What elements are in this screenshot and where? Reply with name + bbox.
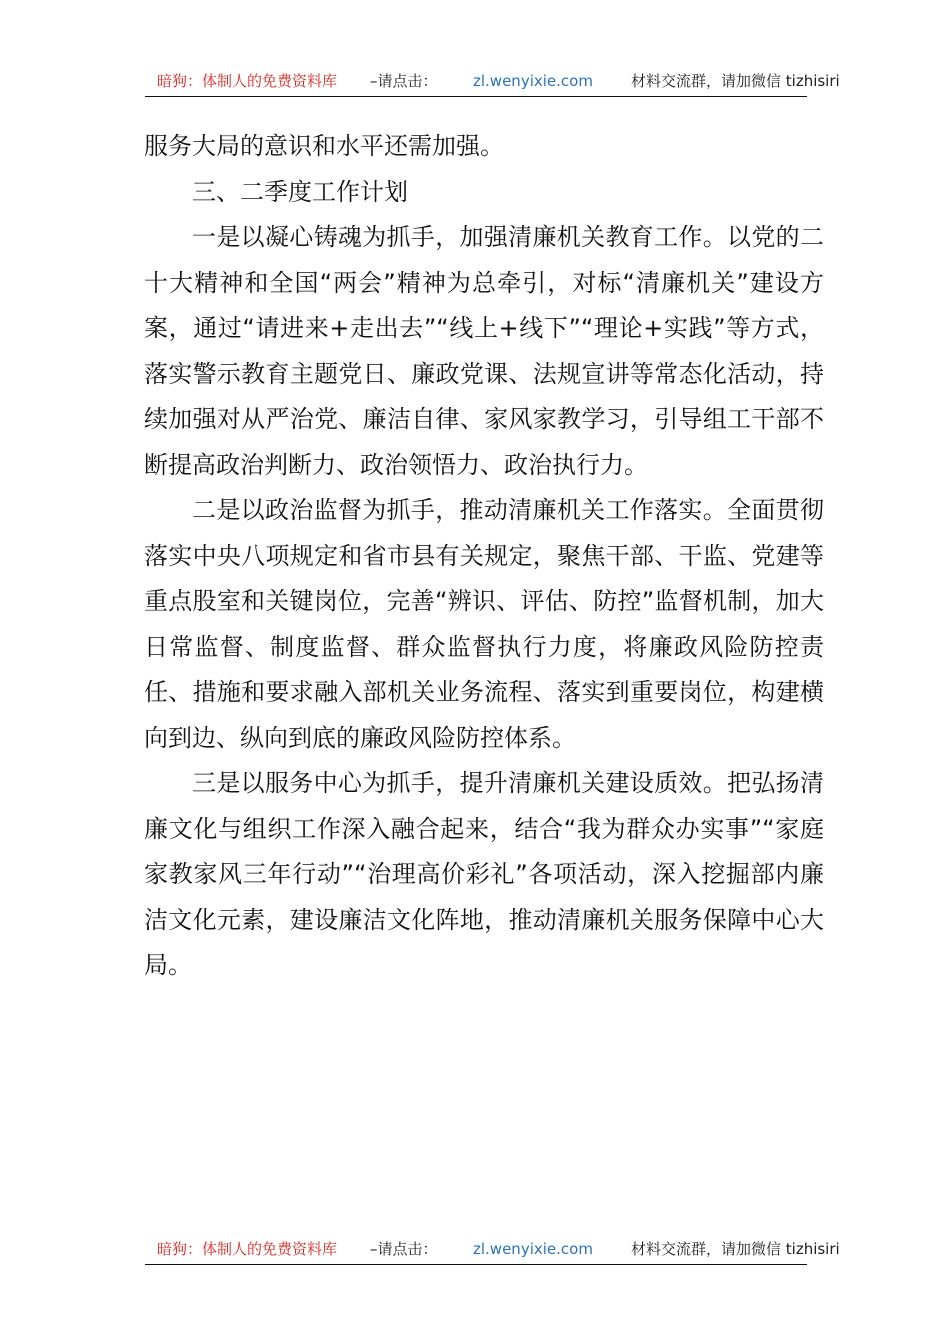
paragraph-1: 一是以凝心铸魂为抓手，加强清廉机关教育工作。以党的二十大精神和全国“两会”精神为总牵引，对标“清廉机关”建设方案，通过“请进来+走出去”“线上+线下”“理论+实践”等方式，落实警示教育主题党日、廉政党课、法规宣讲等常态化活动，持续加强对从严治党、廉洁自律、家风家教学习，引导组工干部不断提高政治判断力、政治领悟力、政治执行力。: [144, 223, 824, 479]
header-brand-text: 暗狗：体制人的免费资料库: [157, 72, 338, 90]
header-url-link[interactable]: zl.wenyixie.com: [473, 72, 593, 90]
paragraph-2: 二是以政治监督为抓手，推动清廉机关工作落实。全面贯彻落实中央八项规定和省市县有关规定，聚焦干部、干监、党建等重点股室和关键岗位，完善“辨识、评估、防控”监督机制，加大日常监督、制度监督、群众监督执行力度，将廉政风险防控责任、措施和要求融入部机关业务流程、落实到重要岗位，构建横向到边、纵向到底的廉政风险防控体系。: [144, 496, 824, 752]
section-heading: 三、二季度工作计划: [192, 177, 408, 206]
footer-click-label: –请点击：: [370, 1240, 438, 1258]
paragraph-3: 三是以服务中心为抓手，提升清廉机关建设质效。把弘扬清廉文化与组织工作深入融合起来，结合“我为群众办实事”“家庭家教家风三年行动”“治理高价彩礼”各项活动，深入挖掘部内廉洁文化元素，建设廉洁文化阵地，推动清廉机关服务保障中心大局。: [144, 769, 824, 979]
header-group-text: 材料交流群，请加微信 tizhisiri: [631, 72, 840, 90]
document-body: [144, 124, 824, 989]
header-click-label: –请点击：: [370, 72, 438, 90]
page-footer-banner: [145, 1236, 840, 1265]
footer-group-text: 材料交流群，请加微信 tizhisiri: [631, 1240, 840, 1258]
page-header-banner: [145, 68, 840, 97]
footer-url-link[interactable]: zl.wenyixie.com: [473, 1240, 593, 1258]
footer-brand-text: 暗狗：体制人的免费资料库: [157, 1240, 338, 1258]
continuation-line: 服务大局的意识和水平还需加强。: [144, 132, 504, 160]
